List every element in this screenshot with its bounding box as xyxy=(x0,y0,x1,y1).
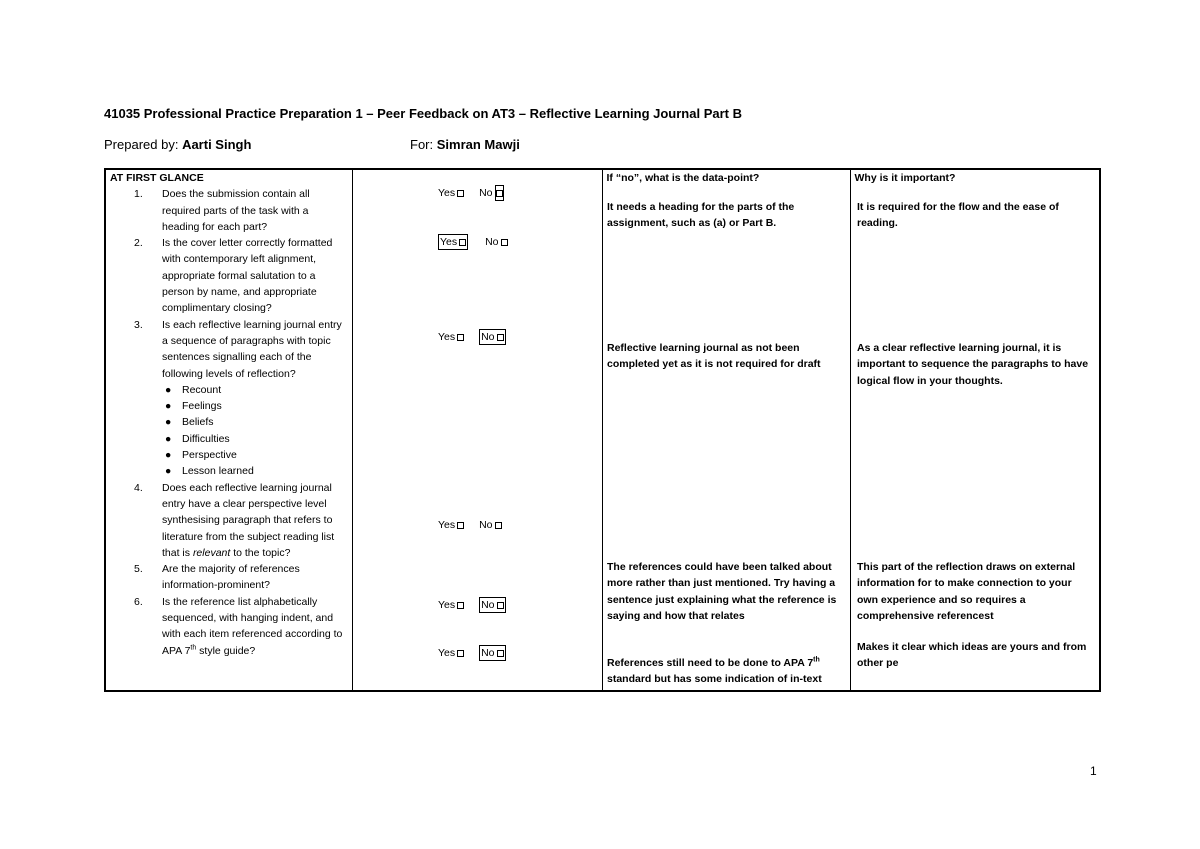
yes-option[interactable]: Yes xyxy=(438,234,468,250)
no-option[interactable]: No xyxy=(479,329,505,345)
no-option[interactable]: No xyxy=(479,519,501,531)
data-point-1: It needs a heading for the parts of the assignment, such as (a) or Part B. xyxy=(607,201,795,230)
questions-cell xyxy=(105,169,352,691)
no-option[interactable]: No xyxy=(479,645,505,661)
level-item: ● Difficulties xyxy=(165,432,230,445)
checkbox-icon xyxy=(457,190,464,197)
level-item: ● Perspective xyxy=(165,449,237,462)
checkbox-icon xyxy=(495,522,502,529)
why-4: Makes it clear which ideas are yours and from other pe xyxy=(857,641,1087,670)
why-2: As a clear reflective learning journal, it is important to sequence the paragraphs to have logical flow in your thoughts. xyxy=(857,342,1089,387)
checkbox-icon xyxy=(497,650,504,657)
answer-row-3 xyxy=(438,329,506,345)
yes-option[interactable]: Yes xyxy=(438,187,464,199)
yes-option[interactable]: Yes xyxy=(438,331,464,343)
data-point-3: The references could have been talked about more rather than just mentioned. Try having a sentence just explaining what the reference is saying and how that relates xyxy=(607,561,837,622)
col4-header: Why is it important? xyxy=(854,172,956,184)
data-point-2: Reflective learning journal as not been completed yet as it is not required for draft xyxy=(607,342,821,371)
prepared-for xyxy=(410,137,520,152)
yes-option[interactable]: Yes xyxy=(438,647,464,659)
no-option[interactable]: No xyxy=(485,236,507,248)
for-label: For: xyxy=(410,137,434,152)
answer-row-2 xyxy=(438,234,508,250)
no-option[interactable]: No xyxy=(479,597,505,613)
question-5: 5. Are the majority of references information-prominent? xyxy=(134,563,300,592)
answer-row-5 xyxy=(438,597,506,613)
checkbox-icon xyxy=(497,334,504,341)
checkbox-icon xyxy=(457,650,464,657)
yes-option[interactable]: Yes xyxy=(438,599,464,611)
checkbox-icon xyxy=(457,602,464,609)
question-4: 4. Does each reflective learning journal entry have a clear perspective level synthesising paragraph that refers to literature from the subject reading list that is relevant to the topic? xyxy=(134,481,335,559)
question-2: 2. Is the cover letter correctly formatted with contemporary left alignment, appropriate formal salutation to a person by name, and appropriate complimentary closing? xyxy=(134,237,333,315)
question-1: 1. Does the submission contain all required parts of the task with a heading for each part? xyxy=(134,188,310,233)
question-6: 6. Is the reference list alphabetically sequenced, with hanging indent, and with each item referenced according to APA 7th style guide? xyxy=(134,595,343,657)
checkbox-icon xyxy=(457,522,464,529)
answer-row-1 xyxy=(438,185,504,201)
prepared-name: Aarti Singh xyxy=(182,137,252,152)
question-3: 3. Is each reflective learning journal entry a sequence of paragraphs with topic sentences signalling each of the following levels of reflection? xyxy=(134,318,342,380)
level-item: ● Beliefs xyxy=(165,416,214,429)
level-item: ● Recount xyxy=(165,383,222,396)
prepared-label: Prepared by: xyxy=(104,137,179,152)
why-1: It is required for the flow and the ease of reading. xyxy=(857,201,1059,230)
page-number: 1 xyxy=(1090,764,1097,778)
data-point-4: References still need to be done to APA 7th standard but has some indication of in-text xyxy=(607,656,822,686)
yes-option[interactable]: Yes xyxy=(438,519,464,531)
checkbox-icon xyxy=(496,190,503,197)
page-title: 41035 Professional Practice Preparation 1 – Peer Feedback on AT3 – Reflective Learning Journal Part B xyxy=(104,106,742,121)
level-item: ● Lesson learned xyxy=(165,465,254,478)
level-item: ● Feelings xyxy=(165,400,222,413)
checkbox-icon xyxy=(457,334,464,341)
col1-header: AT FIRST GLANCE xyxy=(110,172,204,184)
answer-row-4 xyxy=(438,518,502,532)
prepared-by xyxy=(104,137,251,152)
for-name: Simran Mawji xyxy=(436,137,520,152)
checkbox-icon xyxy=(497,602,504,609)
answer-row-6 xyxy=(438,645,506,661)
checkbox-icon xyxy=(501,239,508,246)
why-3: This part of the reflection draws on external information for to make connection to your own experience and so requires a comprehensive referencest xyxy=(857,561,1076,622)
no-option[interactable]: No xyxy=(479,187,503,199)
checkbox-icon xyxy=(459,239,466,246)
col3-header: If “no”, what is the data-point? xyxy=(606,172,760,184)
